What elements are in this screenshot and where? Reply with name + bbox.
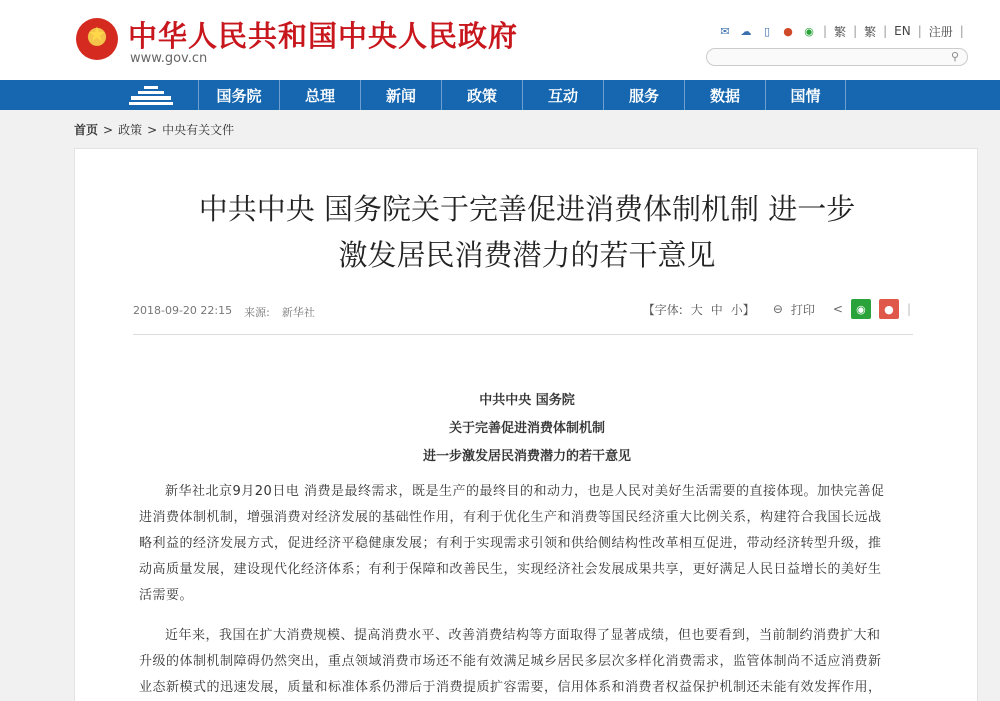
source-name: 新华社 xyxy=(281,306,315,319)
simplified-link[interactable]: 繁 xyxy=(834,24,847,39)
issuer-line-3: 进一步激发居民消费潜力的若干意见 xyxy=(422,449,631,464)
tiananmen-home-icon[interactable] xyxy=(128,84,174,106)
register-link[interactable]: 注册 xyxy=(928,24,953,39)
article-title-line-1: 中共中央 国务院关于完善促进消费体制机制 进一步 xyxy=(198,192,856,226)
paragraph-line: 升级的体制机制障碍仍然突出，重点领域消费市场还不能有效满足城乡居民多层次多样化消费需求，监管体制尚不适应消费新 xyxy=(139,654,882,669)
weibo-icon[interactable]: ● xyxy=(783,24,793,38)
paragraph-1 xyxy=(139,479,917,609)
article-card xyxy=(74,148,978,701)
issuer-line-2: 关于完善促进消费体制机制 xyxy=(448,421,605,436)
breadcrumb-separator: > xyxy=(147,122,158,137)
paragraph-line: 略利益的经济发展方式，促进经济平稳健康发展；有利于实现需求引领和供给侧结构性改革相互促进，带动经济转型升级，推 xyxy=(139,536,882,551)
nav-item-premier[interactable]: 总理 xyxy=(279,80,360,110)
nav-item-interaction[interactable]: 互动 xyxy=(522,80,603,110)
article-tools: 【字体: 大 中 小】 ⊖ 打印 < ◉ ● | xyxy=(643,299,911,319)
wechat-icon[interactable]: ◉ xyxy=(804,24,814,38)
paragraph-2 xyxy=(139,623,917,701)
meta-divider xyxy=(133,334,913,335)
header-tools: ✉ ☁ ▯ ● ◉ | 繁 | 繁 | EN | 注册 | xyxy=(718,22,964,40)
paragraph-line: 新华社北京9月20日电 消费是最终需求，既是生产的最终目的和动力，也是人民对美好生活需要的直接体现。加快完善促 xyxy=(165,484,885,499)
nav-item-data[interactable]: 数据 xyxy=(684,80,765,110)
breadcrumb-current[interactable]: 中央有关文件 xyxy=(162,123,235,137)
breadcrumb-home[interactable]: 首页 xyxy=(74,123,99,137)
paragraph-line: 活需要。 xyxy=(139,588,194,603)
traditional-link[interactable]: 繁 xyxy=(864,24,877,39)
font-size-large[interactable]: 大 xyxy=(690,302,703,317)
site-title[interactable]: 中华人民共和国中央人民政府 xyxy=(128,19,519,53)
paragraph-line: 业态新模式的迅速发展，质量和标准体系仍滞后于消费提质扩容需要，信用体系和消费者权益保护机制还未能有效发挥作用， xyxy=(139,680,882,695)
article-meta xyxy=(133,304,315,320)
paragraph-line: 动高质量发展，建设现代化经济体系；有利于保障和改善民生，实现经济社会发展成果共享，更好满足人民日益增长的美好生 xyxy=(139,562,882,577)
english-link[interactable]: EN xyxy=(894,24,911,38)
paragraph-line: 近年来，我国在扩大消费规模、提高消费水平、改善消费结构等方面取得了显著成绩，但也要看到，当前制约消费扩大和 xyxy=(165,628,881,643)
search-input[interactable] xyxy=(706,48,968,66)
nav-item-news[interactable]: 新闻 xyxy=(360,80,441,110)
mail-icon[interactable]: ✉ xyxy=(720,24,730,38)
nav-item-policy[interactable]: 政策 xyxy=(441,80,522,110)
font-size-small[interactable]: 小】 xyxy=(730,302,755,317)
site-header xyxy=(0,0,1000,80)
breadcrumb xyxy=(74,121,234,138)
national-emblem-icon[interactable]: ★ xyxy=(76,18,118,60)
nav-item-state-council[interactable]: 国务院 xyxy=(198,80,279,110)
source-label: 来源: xyxy=(244,306,270,319)
font-size-medium[interactable]: 中 xyxy=(710,302,723,317)
breadcrumb-policy[interactable]: 政策 xyxy=(118,123,143,137)
mobile-icon[interactable]: ▯ xyxy=(763,24,771,38)
search-icon[interactable]: ⚲ xyxy=(950,50,959,63)
site-url: www.gov.cn xyxy=(130,51,208,66)
weibo-share-icon[interactable]: ● xyxy=(879,299,899,319)
wechat-share-icon[interactable]: ◉ xyxy=(851,299,871,319)
font-size-label: 【字体: xyxy=(642,302,683,317)
nav-item-national-conditions[interactable]: 国情 xyxy=(765,80,846,110)
print-icon[interactable]: ⊖ xyxy=(772,302,783,316)
print-button[interactable]: 打印 xyxy=(790,302,815,317)
nav-item-services[interactable]: 服务 xyxy=(603,80,684,110)
cloud-icon[interactable]: ☁ xyxy=(740,24,752,38)
publish-date: 2018-09-20 22:15 xyxy=(133,304,233,317)
issuer-line-1: 中共中央 国务院 xyxy=(479,393,575,408)
article-title-line-2: 激发居民消费潜力的若干意见 xyxy=(338,238,716,272)
main-nav xyxy=(0,80,1000,110)
breadcrumb-separator: > xyxy=(103,122,114,137)
paragraph-line: 进消费体制机制，增强消费对经济发展的基础性作用，有利于优化生产和消费等国民经济重大比例关系，构建符合我国长远战 xyxy=(139,510,882,525)
share-icon[interactable]: < xyxy=(832,302,843,316)
